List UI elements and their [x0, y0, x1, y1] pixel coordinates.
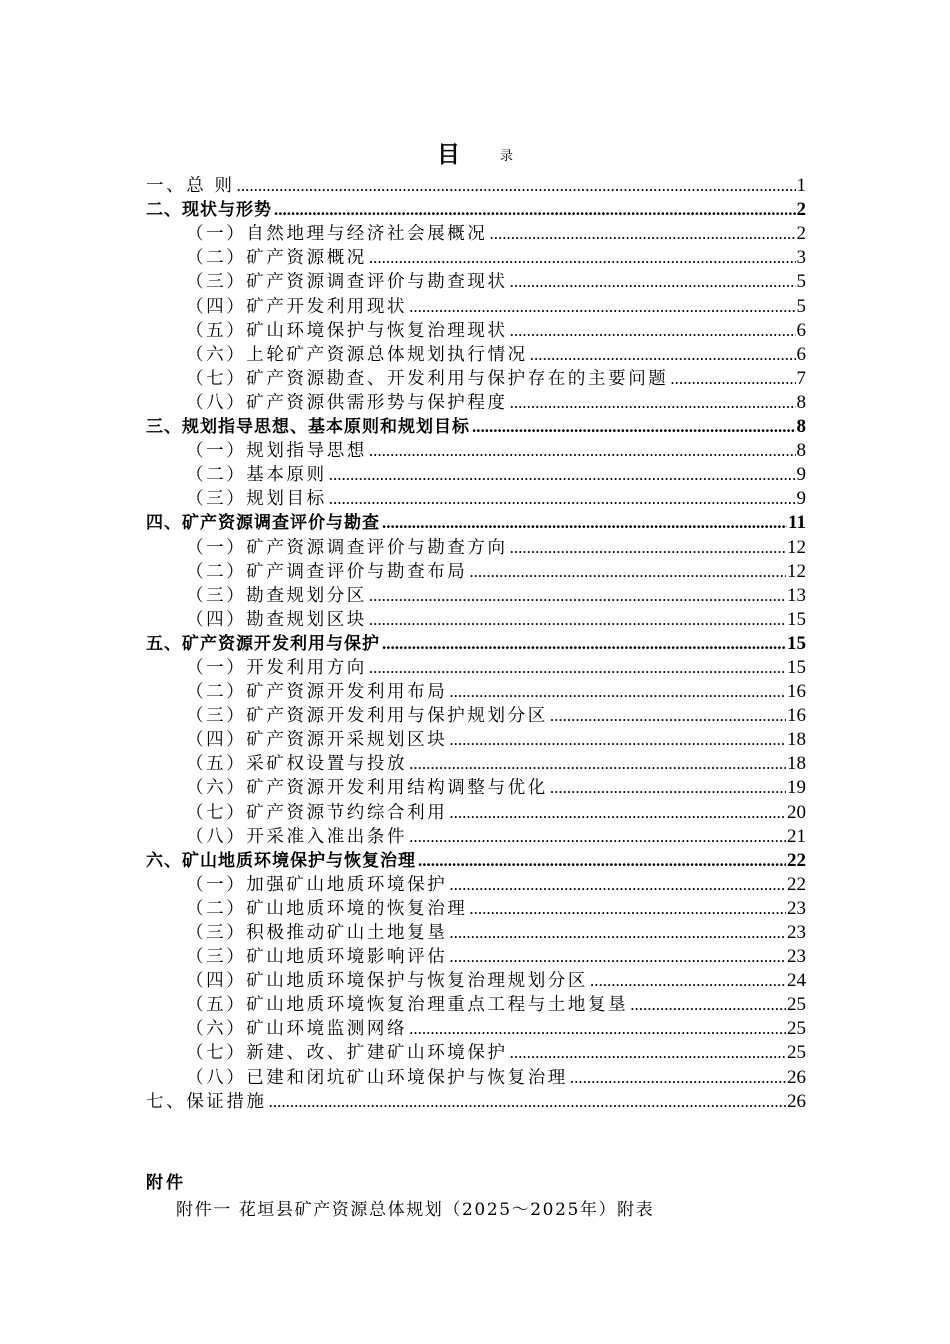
- toc-leader-dots: [510, 1041, 786, 1065]
- toc-subsection-entry[interactable]: [146, 391, 806, 415]
- toc-entry-title: （二）矿产资源概况: [186, 248, 367, 269]
- toc-leader-dots: [449, 873, 786, 897]
- toc-entry-title: （一）规划指导思想: [186, 441, 367, 462]
- toc-subsection-entry[interactable]: [146, 656, 806, 680]
- toc-subsection-entry[interactable]: [146, 704, 806, 728]
- toc-subsection-entry[interactable]: [146, 319, 806, 343]
- toc-leader-dots: [409, 752, 786, 776]
- toc-page-number: 21: [787, 825, 806, 847]
- toc-entry-title: （五）矿山地质环境恢复治理重点工程与土地复垦: [186, 995, 629, 1016]
- toc-page-number: 25: [787, 994, 806, 1016]
- toc-page-number: 9: [796, 488, 806, 510]
- toc-subsection-entry[interactable]: [146, 367, 806, 391]
- toc-leader-dots: [449, 945, 786, 969]
- toc-entry-title: （一）开发利用方向: [186, 657, 367, 678]
- toc-leader-dots: [630, 993, 786, 1017]
- toc-page-number: 2: [796, 223, 806, 245]
- toc-entry-title: （三）矿山地质环境影响评估: [186, 947, 448, 968]
- toc-subsection-entry[interactable]: [146, 873, 806, 897]
- toc-entry-title: （五）采矿权设置与投放: [186, 754, 408, 775]
- toc-page-number: 11: [788, 512, 806, 534]
- toc-subsection-entry[interactable]: [146, 343, 806, 367]
- toc-title: [0, 136, 950, 170]
- toc-page-number: 6: [796, 343, 806, 365]
- toc-page-number: 23: [787, 897, 806, 919]
- toc-subsection-entry[interactable]: [146, 825, 806, 849]
- toc-page-number: 25: [787, 1018, 806, 1040]
- toc-entry-title: 五、矿产资源开发利用与保护: [146, 633, 380, 654]
- toc-leader-dots: [449, 728, 786, 752]
- toc-title-sub: 录: [500, 149, 514, 164]
- toc-leader-dots: [449, 801, 786, 825]
- toc-subsection-entry[interactable]: [146, 1041, 806, 1065]
- toc-leader-dots: [469, 897, 786, 921]
- toc-entry-title: （三）勘查规划分区: [186, 585, 367, 606]
- toc-leader-dots: [329, 463, 796, 487]
- toc-page-number: 15: [787, 656, 806, 678]
- toc-leader-dots: [409, 825, 786, 849]
- toc-entry-title: （六）上轮矿产资源总体规划执行情况: [186, 344, 528, 365]
- toc-page-number: 8: [796, 440, 806, 462]
- toc-subsection-entry[interactable]: [146, 584, 806, 608]
- toc-page-number: 13: [787, 584, 806, 606]
- toc-entry-title: （八）已建和闭坑矿山环境保护与恢复治理: [186, 1067, 568, 1088]
- table-of-contents: [146, 174, 806, 1114]
- toc-subsection-entry[interactable]: [146, 222, 806, 246]
- toc-page-number: 3: [796, 247, 806, 269]
- toc-leader-dots: [550, 776, 786, 800]
- toc-leader-dots: [409, 1017, 786, 1041]
- toc-subsection-entry[interactable]: [146, 1017, 806, 1041]
- toc-leader-dots: [510, 536, 786, 560]
- toc-leader-dots: [510, 270, 796, 294]
- toc-leader-dots: [510, 319, 796, 343]
- toc-leader-dots: [369, 584, 786, 608]
- toc-entry-title: （四）矿山地质环境保护与恢复治理规划分区: [186, 971, 588, 992]
- toc-entry-title: 二、现状与形势: [146, 200, 272, 221]
- toc-leader-dots: [382, 511, 787, 535]
- toc-leader-dots: [369, 656, 786, 680]
- toc-entry-title: 三、规划指导思想、基本原则和规划目标: [146, 417, 470, 438]
- toc-entry-title: （四）矿产资源开采规划区块: [186, 730, 448, 751]
- toc-section-entry[interactable]: [146, 1090, 806, 1114]
- toc-leader-dots: [237, 174, 796, 198]
- toc-entry-title: （二）矿产调查评价与勘查布局: [186, 561, 468, 582]
- toc-entry-title: （八）矿产资源供需形势与保护程度: [186, 392, 508, 413]
- toc-page-number: 7: [796, 367, 806, 389]
- toc-page-number: 23: [787, 946, 806, 968]
- toc-page-number: 12: [787, 560, 806, 582]
- toc-subsection-entry[interactable]: [146, 560, 806, 584]
- toc-page-number: 8: [796, 416, 806, 438]
- annex-heading: 附件: [146, 1173, 186, 1193]
- toc-page-number: 5: [796, 271, 806, 293]
- toc-entry-title: （五）矿山环境保护与恢复治理现状: [186, 320, 508, 341]
- toc-entry-title: （三）矿产资源开发利用与保护规划分区: [186, 706, 548, 727]
- toc-leader-dots: [369, 608, 786, 632]
- toc-subsection-entry[interactable]: [146, 1065, 806, 1089]
- toc-leader-dots: [472, 415, 796, 439]
- toc-section-entry[interactable]: [146, 849, 806, 873]
- toc-leader-dots: [469, 560, 786, 584]
- toc-page-number: 18: [787, 729, 806, 751]
- toc-entry-title: （一）自然地理与经济社会展概况: [186, 224, 488, 245]
- toc-leader-dots: [530, 343, 796, 367]
- toc-leader-dots: [369, 439, 796, 463]
- toc-leader-dots: [409, 295, 795, 319]
- toc-page-number: 6: [796, 319, 806, 341]
- toc-entry-title: （四）矿产开发利用现状: [186, 296, 408, 317]
- toc-entry-title: （二）基本原则: [186, 465, 327, 486]
- toc-entry-title: （三）积极推动矿山土地复垦: [186, 923, 448, 943]
- toc-subsection-entry[interactable]: [146, 752, 806, 776]
- toc-page-number: 25: [787, 1042, 806, 1064]
- toc-page-number: 16: [787, 681, 806, 703]
- toc-subsection-entry[interactable]: [146, 487, 806, 511]
- toc-entry-title: 六、矿山地质环境保护与恢复治理: [146, 850, 416, 871]
- toc-entry-title: （七）矿产资源节约综合利用: [186, 802, 448, 823]
- toc-page-number: 15: [787, 632, 806, 654]
- toc-section-entry[interactable]: [146, 415, 806, 439]
- toc-leader-dots: [670, 367, 795, 391]
- toc-entry-title: （一）矿产资源调查评价与勘查方向: [186, 537, 508, 558]
- toc-page-number: 26: [787, 1066, 806, 1088]
- toc-entry-title: （七）新建、改、扩建矿山环境保护: [186, 1043, 508, 1064]
- toc-entry-title: 七、保证措施: [146, 1091, 267, 1112]
- toc-subsection-entry[interactable]: [146, 439, 806, 463]
- toc-section-entry[interactable]: [146, 511, 806, 535]
- toc-leader-dots: [382, 632, 786, 656]
- toc-subsection-entry[interactable]: [146, 800, 806, 824]
- toc-page-number: 22: [787, 849, 806, 871]
- toc-section-entry[interactable]: [146, 174, 806, 198]
- toc-subsection-entry[interactable]: [146, 246, 806, 270]
- toc-page-number: 5: [796, 295, 806, 317]
- toc-subsection-entry[interactable]: [146, 270, 806, 294]
- toc-leader-dots: [369, 246, 796, 270]
- toc-page-number: 12: [787, 536, 806, 558]
- toc-entry-title: （三）矿产资源调查评价与勘查现状: [186, 272, 508, 293]
- toc-page-number: 15: [787, 608, 806, 630]
- toc-page-number: 26: [787, 1090, 806, 1112]
- toc-leader-dots: [510, 391, 796, 415]
- toc-page-number: 20: [787, 801, 806, 823]
- toc-subsection-entry[interactable]: [146, 608, 806, 632]
- toc-subsection-entry[interactable]: [146, 993, 806, 1017]
- toc-leader-dots: [550, 704, 786, 728]
- toc-title-main: 目: [437, 142, 460, 168]
- toc-page-number: 18: [787, 753, 806, 775]
- toc-page-number: 16: [787, 705, 806, 727]
- toc-subsection-entry[interactable]: [146, 680, 806, 704]
- toc-page-number: 24: [787, 970, 806, 992]
- toc-leader-dots: [418, 849, 786, 873]
- toc-subsection-entry[interactable]: [146, 969, 806, 993]
- toc-entry-title: （三）规划目标: [186, 489, 327, 510]
- toc-entry-title: （二）矿产资源开发利用布局: [186, 682, 448, 703]
- toc-section-entry[interactable]: [146, 632, 806, 656]
- toc-page-number: 2: [796, 199, 806, 221]
- toc-entry-title: 四、矿产资源调查评价与勘查: [146, 513, 380, 534]
- toc-leader-dots: [490, 222, 796, 246]
- toc-page-number: 8: [796, 391, 806, 413]
- toc-subsection-entry[interactable]: [146, 921, 806, 945]
- toc-page-number: 23: [787, 922, 806, 943]
- toc-leader-dots: [329, 487, 796, 511]
- toc-leader-dots: [570, 1066, 786, 1090]
- toc-page-number: 9: [796, 464, 806, 486]
- toc-subsection-entry[interactable]: [146, 897, 806, 921]
- toc-page-number: 1: [796, 175, 806, 197]
- toc-leader-dots: [449, 921, 786, 945]
- toc-leader-dots: [269, 1090, 786, 1114]
- toc-subsection-entry[interactable]: [146, 294, 806, 318]
- toc-subsection-entry[interactable]: [146, 776, 806, 800]
- toc-page-number: 19: [787, 777, 806, 799]
- toc-subsection-entry[interactable]: [146, 535, 806, 559]
- toc-subsection-entry[interactable]: [146, 945, 806, 969]
- toc-leader-dots: [590, 969, 786, 993]
- toc-entry-title: （六）矿产资源开发利用结构调整与优化: [186, 778, 548, 799]
- toc-page-number: 22: [787, 873, 806, 895]
- toc-entry-title: （八）开采准入准出条件: [186, 826, 408, 847]
- toc-entry-title: （二）矿山地质环境的恢复治理: [186, 898, 468, 919]
- toc-entry-title: 一、总 则: [146, 176, 235, 197]
- toc-entry-title: （一）加强矿山地质环境保护: [186, 874, 448, 895]
- toc-subsection-entry[interactable]: [146, 463, 806, 487]
- annex-item: 附件一 花垣县矿产资源总体规划（2025～2025年）附表: [176, 1200, 655, 1220]
- toc-subsection-entry[interactable]: [146, 728, 806, 752]
- toc-entry-title: （六）矿山环境监测网络: [186, 1019, 408, 1040]
- toc-entry-title: （七）矿产资源勘查、开发利用与保护存在的主要问题: [186, 368, 669, 389]
- toc-section-entry[interactable]: [146, 198, 806, 222]
- toc-leader-dots: [274, 198, 796, 222]
- toc-leader-dots: [449, 680, 786, 704]
- toc-entry-title: （四）勘查规划区块: [186, 609, 367, 630]
